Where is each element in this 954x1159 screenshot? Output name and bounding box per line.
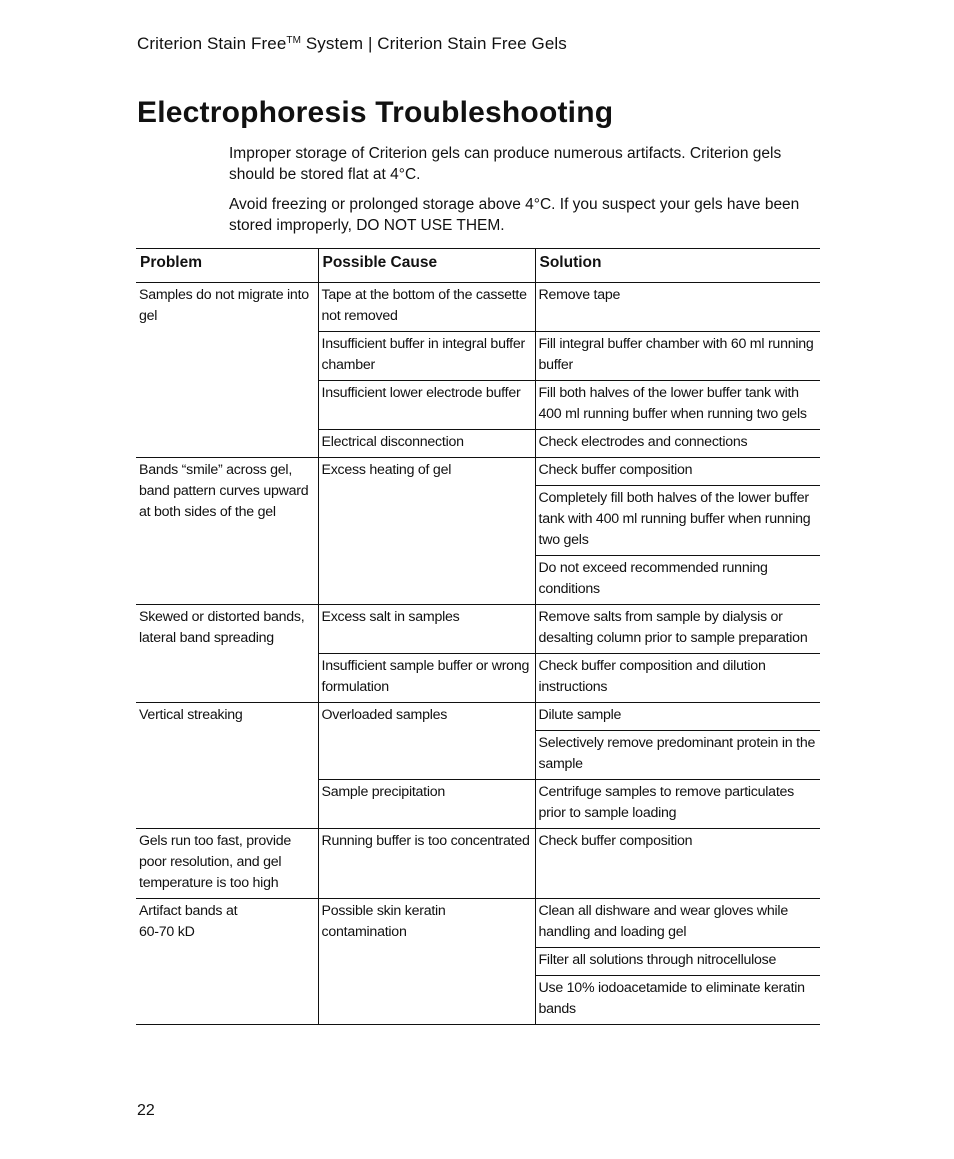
header-problem: Problem: [136, 249, 318, 283]
cause-cell: Excess heating of gel: [318, 458, 535, 605]
solution-cell: Remove tape: [535, 283, 820, 332]
cause-cell: Insufficient buffer in integral buffer chamber: [318, 332, 535, 381]
page-title: Electrophoresis Troubleshooting: [137, 96, 614, 129]
table-row: [136, 458, 820, 486]
cause-cell: Overloaded samples: [318, 703, 535, 780]
cause-cell: Sample precipitation: [318, 780, 535, 829]
problem-cell: Samples do not migrate into gel: [136, 283, 318, 458]
problem-cell: Skewed or distorted bands, lateral band spreading: [136, 605, 318, 703]
page-number: 22: [137, 1102, 155, 1119]
table-body: [136, 283, 820, 1025]
header-possible-cause: Possible Cause: [318, 249, 535, 283]
table-row: [136, 703, 820, 731]
problem-cell: Vertical streaking: [136, 703, 318, 829]
cause-cell: Running buffer is too concentrated: [318, 829, 535, 899]
solution-cell: Dilute sample: [535, 703, 820, 731]
solution-cell: Completely fill both halves of the lower buffer tank with 400 ml running buffer when running two gels: [535, 486, 820, 556]
problem-cell: Bands “smile” across gel, band pattern curves upward at both sides of the gel: [136, 458, 318, 605]
running-head-suffix: System | Criterion Stain Free Gels: [301, 34, 567, 53]
table-row: [136, 899, 820, 948]
table-row: [136, 605, 820, 654]
intro-paragraph: Improper storage of Criterion gels can produce numerous artifacts. Criterion gels should be stored flat at 4°C.: [229, 145, 782, 183]
cause-cell: Excess salt in samples: [318, 605, 535, 654]
solution-cell: Check electrodes and connections: [535, 430, 820, 458]
solution-cell: Selectively remove predominant protein in the sample: [535, 731, 820, 780]
table-row: [136, 829, 820, 899]
table-row: [136, 283, 820, 332]
solution-cell: Remove salts from sample by dialysis or desalting column prior to sample preparation: [535, 605, 820, 654]
solution-cell: Use 10% iodoacetamide to eliminate keratin bands: [535, 976, 820, 1025]
solution-cell: Fill both halves of the lower buffer tank with 400 ml running buffer when running two gels: [535, 381, 820, 430]
cause-cell: Possible skin keratin contamination: [318, 899, 535, 1025]
solution-cell: Check buffer composition: [535, 458, 820, 486]
solution-cell: Do not exceed recommended running conditions: [535, 556, 820, 605]
running-head: [137, 34, 567, 54]
intro-paragraph: Avoid freezing or prolonged storage above 4°C. If you suspect your gels have been stored improperly, DO NOT USE THEM.: [229, 196, 800, 234]
cause-cell: Insufficient lower electrode buffer: [318, 381, 535, 430]
solution-cell: Check buffer composition and dilution instructions: [535, 654, 820, 703]
cause-cell: Insufficient sample buffer or wrong formulation: [318, 654, 535, 703]
header-solution: Solution: [535, 249, 820, 283]
solution-cell: Check buffer composition: [535, 829, 820, 899]
troubleshooting-table: [136, 248, 820, 1025]
trademark-mark: TM: [286, 35, 302, 46]
solution-cell: Centrifuge samples to remove particulates prior to sample loading: [535, 780, 820, 829]
solution-cell: Clean all dishware and wear gloves while handling and loading gel: [535, 899, 820, 948]
cause-cell: Electrical disconnection: [318, 430, 535, 458]
problem-cell: Artifact bands at 60-70 kD: [136, 899, 318, 1025]
cause-cell: Tape at the bottom of the cassette not removed: [318, 283, 535, 332]
table-header-row: [136, 249, 820, 283]
problem-cell: Gels run too fast, provide poor resolution, and gel temperature is too high: [136, 829, 318, 899]
solution-cell: Fill integral buffer chamber with 60 ml running buffer: [535, 332, 820, 381]
intro-text: [229, 143, 824, 245]
running-head-prefix: Criterion Stain Free: [137, 34, 287, 53]
solution-cell: Filter all solutions through nitrocellulose: [535, 948, 820, 976]
